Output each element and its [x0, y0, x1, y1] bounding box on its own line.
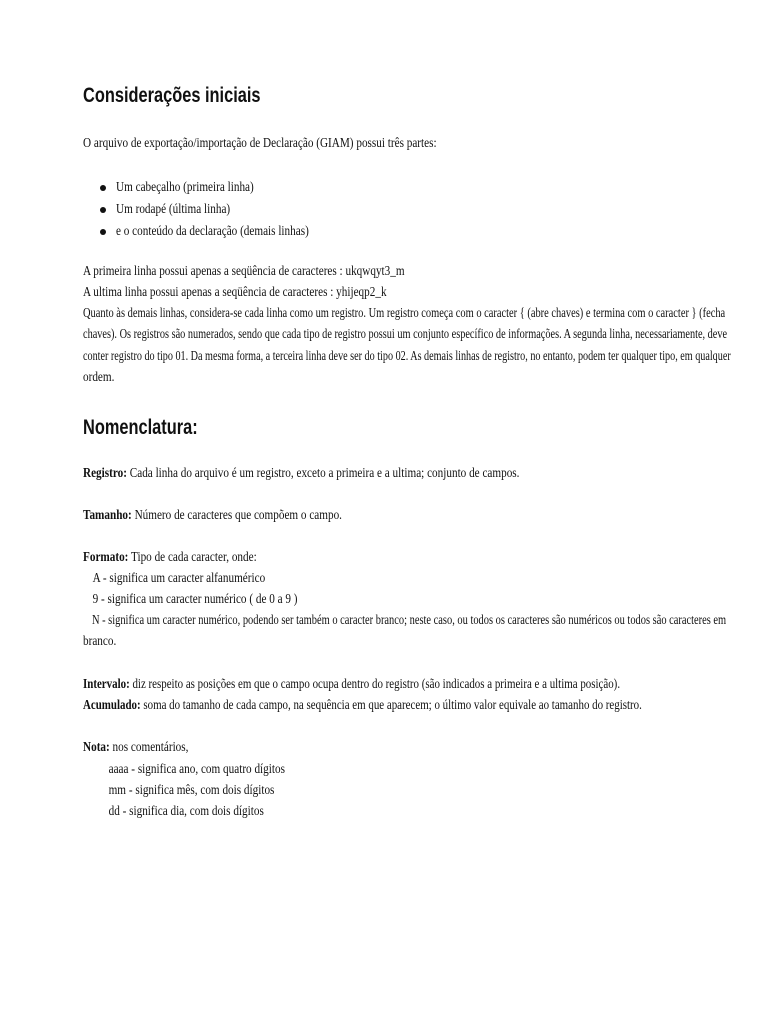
- registro-definition: [83, 463, 519, 485]
- paragraph-line: conter registro do tipo 01. Da mesma forma, a terceira linha deve ser do tipo 02. As demais linhas de registro, no entanto, podem ter qualquer tipo, em qualquer: [83, 348, 731, 364]
- list-item-text: Um rodapé (última linha): [116, 202, 231, 217]
- nota-item: [83, 759, 285, 781]
- acumulado-definition: [83, 695, 642, 717]
- formato-item: [83, 589, 298, 611]
- formato-item-text: N - significa um caracter numérico, podendo ser também o caracter branco; neste caso, ou todos os caracteres são numéricos ou todos são caracteres em: [91, 613, 727, 628]
- formato-item: [83, 568, 265, 590]
- last-line-text: A ultima linha possui apenas a seqüência de caracteres : yhijeqp2_k: [83, 285, 387, 300]
- intervalo-term: Intervalo:: [83, 677, 130, 692]
- acumulado-text: soma do tamanho de cada campo, na sequência em que aparecem; o último valor equivale ao tamanho do registro.: [140, 698, 642, 713]
- formato-item-text: A - significa um caracter alfanumérico: [92, 571, 266, 586]
- nota-definition: [83, 737, 188, 759]
- nota-item: [83, 801, 264, 823]
- nota-term: Nota:: [83, 740, 110, 755]
- first-line-text: A primeira linha possui apenas a seqüência de caracteres : ukqwqyt3_m: [83, 264, 405, 279]
- tamanho-definition: [83, 505, 342, 527]
- registro-term: Registro:: [83, 466, 127, 481]
- tamanho-text: Número de caracteres que compõem o campo.: [131, 508, 342, 523]
- nota-item-text: aaaa - significa ano, com quatro dígitos: [108, 762, 285, 777]
- formato-term: Formato:: [83, 550, 129, 565]
- intervalo-text: diz respeito as posições em que o campo ocupa dentro do registro (são indicados a primeira e a ultima posição).: [129, 677, 621, 692]
- section-heading-nomenclatura: Nomenclatura:: [83, 416, 198, 439]
- formato-text: Tipo de cada caracter, onde:: [128, 550, 257, 565]
- intervalo-definition: [83, 674, 620, 696]
- bullet-icon: [100, 229, 106, 235]
- bullet-icon: [100, 207, 106, 213]
- intro-text: O arquivo de exportação/importação de Declaração (GIAM) possui três partes:: [83, 136, 437, 151]
- acumulado-term: Acumulado:: [83, 698, 141, 713]
- bullet-icon: [100, 185, 106, 191]
- formato-continuation: branco.: [83, 634, 117, 649]
- registro-text: Cada linha do arquivo é um registro, exceto a primeira e a ultima; conjunto de campos.: [126, 466, 520, 481]
- list-item-text: Um cabeçalho (primeira linha): [116, 180, 254, 195]
- paragraph-line: chaves). Os registros são numerados, sendo que cada tipo de registro possui um conjunto específico de informações. A segunda linha, necessariamente, deve: [83, 327, 728, 343]
- nota-item-text: dd - significa dia, com dois dígitos: [108, 804, 264, 819]
- nota-item: [83, 780, 274, 802]
- formato-definition: [83, 547, 257, 569]
- formato-item-text: 9 - significa um caracter numérico ( de 0 a 9 ): [92, 592, 298, 607]
- paragraph-line: ordem.: [83, 369, 115, 385]
- list-item-text: e o conteúdo da declaração (demais linhas): [116, 224, 309, 239]
- paragraph-line: Quanto às demais linhas, considera-se cada linha como um registro. Um registro começa com o caracter { (abre chaves) e termina com o caracter } (fecha: [83, 306, 726, 321]
- records-paragraph: [83, 303, 731, 388]
- tamanho-term: Tamanho:: [83, 508, 132, 523]
- nota-item-text: mm - significa mês, com dois dígitos: [108, 783, 275, 798]
- nota-text: nos comentários,: [109, 740, 189, 755]
- formato-item: [83, 610, 726, 632]
- section-heading-consideracoes: Considerações iniciais: [83, 84, 261, 107]
